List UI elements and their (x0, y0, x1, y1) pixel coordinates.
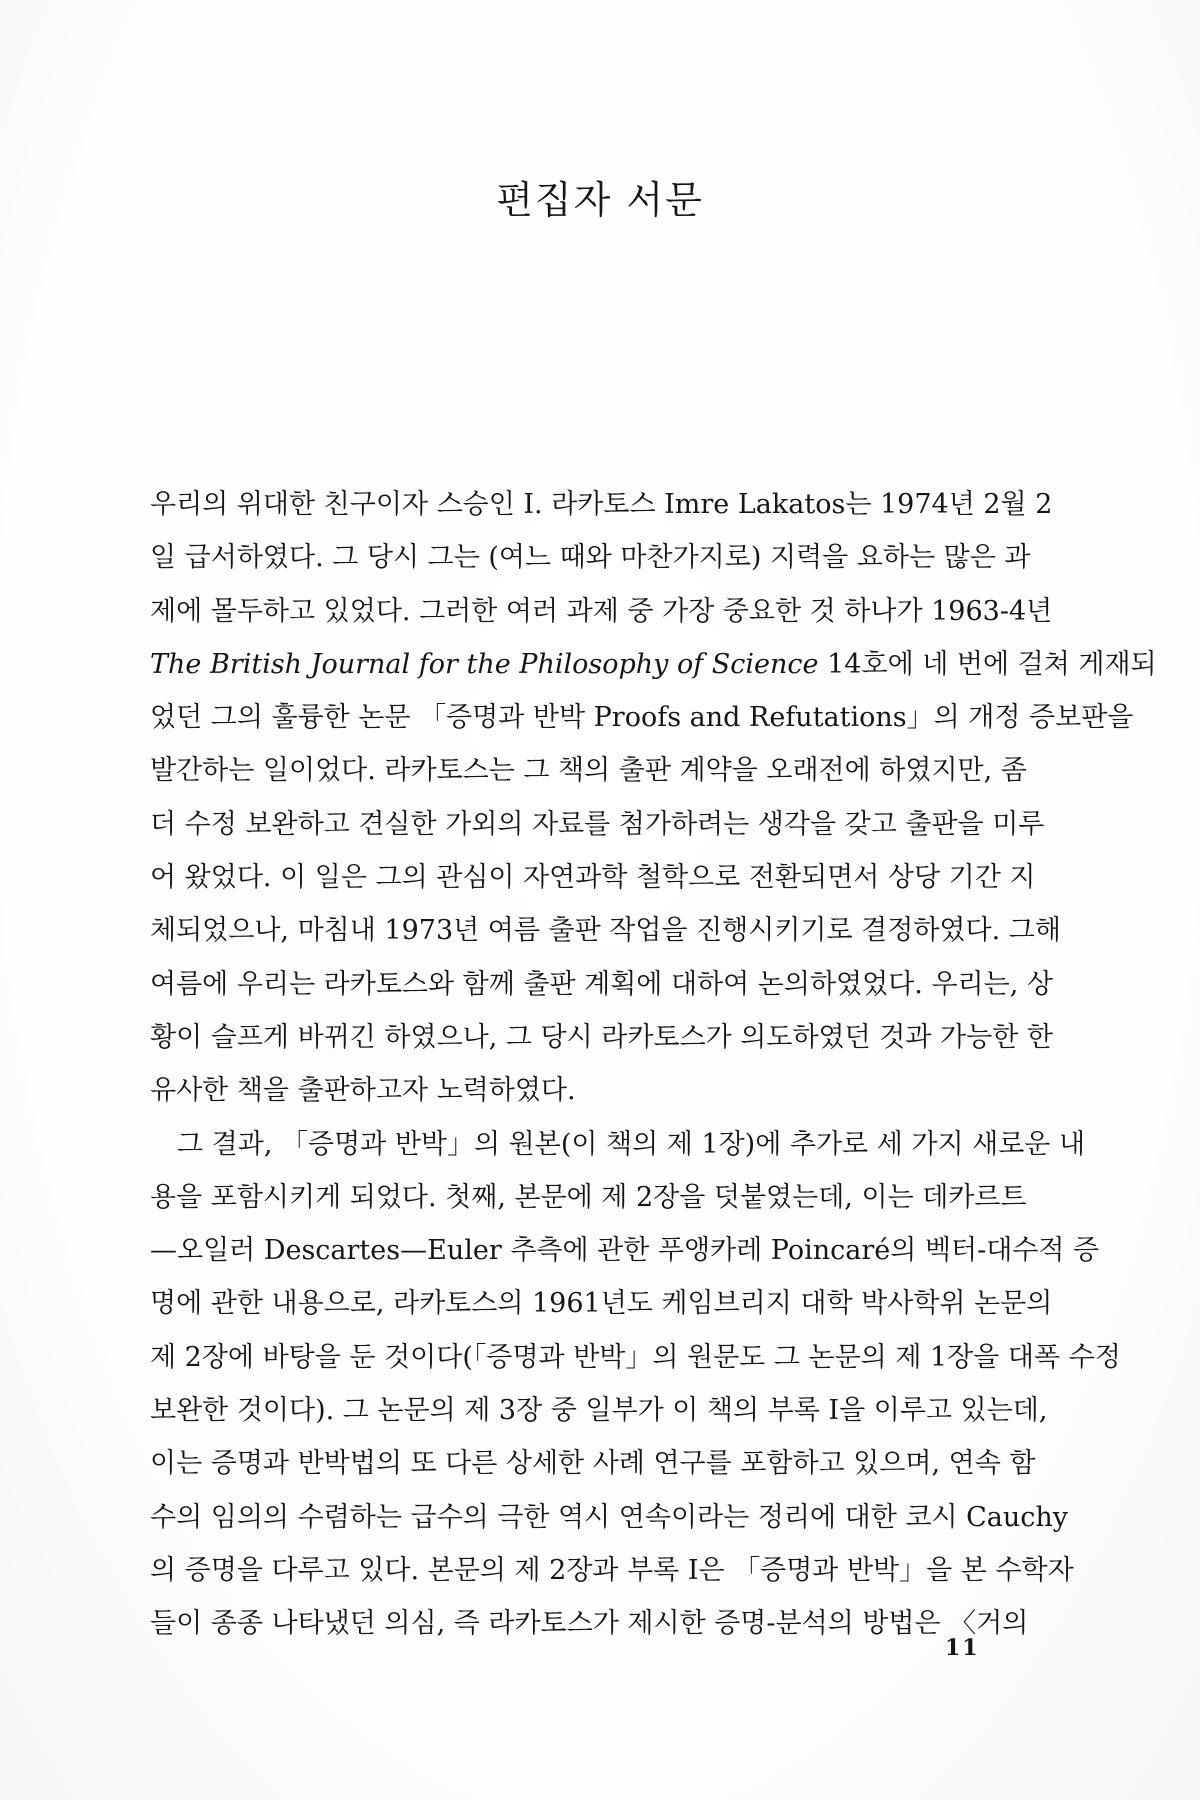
text-line: 이는 증명과 반박법의 또 다른 상세한 사례 연구를 포함하고 있으며, 연속 함 (150, 1448, 1036, 1480)
page-number: 11 (945, 1635, 980, 1661)
text-line: 의 증명을 다루고 있다. 본문의 제 2장과 부록 I은 「증명과 반박」을 본 수학자 (150, 1554, 1074, 1586)
text-line: 우리의 위대한 친구이자 스승인 I. 라카토스 Imre Lakatos는 1974년 2월 2 (150, 489, 1053, 520)
text-line: 더 수정 보완하고 견실한 가외의 자료를 첨가하려는 생각을 갖고 출판을 미루 (150, 808, 1045, 840)
body-text (150, 478, 1157, 1651)
text-line: 황이 슬프게 바뀌긴 하였으나, 그 당시 라카토스가 의도하였던 것과 가능한 한 (150, 1021, 1053, 1053)
paragraph-1 (150, 478, 1157, 1118)
paragraph-2 (150, 1118, 1121, 1651)
text-line: 유사한 책을 출판하고자 노력하였다. (150, 1075, 576, 1107)
text-line: 발간하는 일이었다. 라카토스는 그 책의 출판 계약을 오래전에 하였지만, 좀 (150, 755, 1027, 787)
text-line: 들이 종종 나타냈던 의심, 즉 라카토스가 제시한 증명-분석의 방법은 〈거의 (150, 1608, 1029, 1640)
text-line-with-journal (150, 638, 1157, 691)
text-line: 제 2장에 바탕을 둔 것이다(「증명과 반박」의 원문도 그 논문의 제 1장을 대폭 수정 (150, 1341, 1121, 1373)
text-line: 었던 그의 훌륭한 논문 「증명과 반박 Proofs and Refutations」의 개정 증보판을 (150, 702, 1134, 734)
text-line: 수의 임의의 수렴하는 급수의 극한 역시 연속이라는 정리에 대한 코시 Cauchy (150, 1501, 1069, 1533)
text-line: 여름에 우리는 라카토스와 함께 출판 계획에 대하여 논의하였었다. 우리는, 상 (150, 968, 1053, 1000)
chapter-title: 편집자 서문 (496, 178, 704, 222)
text-line: 체되었으나, 마침내 1973년 여름 출판 작업을 진행시키기로 결정하였다. 그해 (150, 915, 1061, 947)
journal-title: The British Journal for the Philosophy of Science (150, 648, 819, 680)
text-line: 일 급서하였다. 그 당시 그는 (여느 때와 마찬가지로) 지력을 요하는 많은 과 (150, 542, 1031, 574)
text-line: —오일러 Descartes—Euler 추측에 관한 푸앵카레 Poincaré의 벡터-대수적 증 (150, 1235, 1100, 1267)
text-line: 용을 포함시키게 되었다. 첫째, 본문에 제 2장을 덧붙였는데, 이는 데카르트 (150, 1181, 1027, 1213)
text-line: 명에 관한 내용으로, 라카토스의 1961년도 케임브리지 대학 박사학위 논문의 (150, 1288, 1053, 1320)
text-line-rest: 14호에 네 번에 걸쳐 게재되 (827, 648, 1157, 680)
text-line: 보완한 것이다). 그 논문의 제 3장 중 일부가 이 책의 부록 I을 이루고 있는데, (150, 1395, 1048, 1427)
text-line: 어 왔었다. 이 일은 그의 관심이 자연과학 철학으로 전환되면서 상당 기간 지 (150, 862, 1036, 894)
text-line: 그 결과, 「증명과 반박」의 원본(이 책의 제 1장)에 추가로 세 가지 새로운 내 (177, 1128, 1086, 1160)
text-line: 제에 몰두하고 있었다. 그러한 여러 과제 중 가장 중요한 것 하나가 1963-4년 (150, 595, 1053, 627)
